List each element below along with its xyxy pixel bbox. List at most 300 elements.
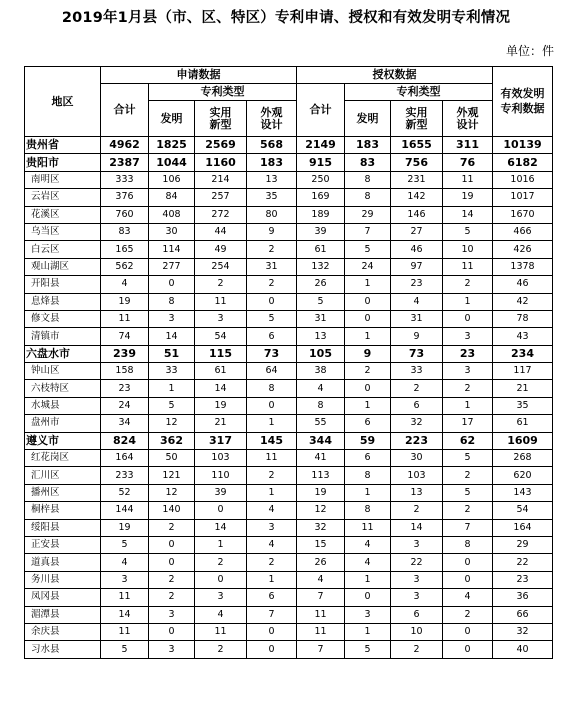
table-cell: 103 — [195, 450, 247, 467]
table-cell: 4 — [345, 536, 391, 553]
header-application: 申请数据 — [101, 67, 297, 84]
table-cell: 1 — [149, 380, 195, 397]
table-cell: 19 — [443, 189, 493, 206]
table-cell: 0 — [443, 310, 493, 327]
region-name: 绥阳县 — [25, 519, 101, 536]
table-cell: 2149 — [297, 137, 345, 154]
table-row — [25, 415, 553, 432]
table-cell: 30 — [391, 450, 443, 467]
table-cell: 362 — [149, 432, 195, 449]
table-cell: 3 — [101, 571, 149, 588]
table-cell: 4 — [345, 554, 391, 571]
table-cell: 1016 — [493, 171, 553, 188]
table-cell: 23 — [391, 276, 443, 293]
table-cell: 144 — [101, 502, 149, 519]
table-row — [25, 293, 553, 310]
table-cell: 46 — [391, 241, 443, 258]
table-cell: 39 — [195, 484, 247, 501]
table-cell: 61 — [493, 415, 553, 432]
table-cell: 8 — [247, 380, 297, 397]
table-cell: 43 — [493, 328, 553, 345]
region-name: 修文县 — [25, 310, 101, 327]
table-cell: 35 — [493, 397, 553, 414]
table-cell: 50 — [149, 450, 195, 467]
table-row — [25, 380, 553, 397]
table-cell: 1 — [443, 397, 493, 414]
table-cell: 1670 — [493, 206, 553, 223]
table-cell: 3 — [391, 589, 443, 606]
table-cell: 2 — [345, 363, 391, 380]
table-cell: 2 — [391, 380, 443, 397]
table-cell: 76 — [443, 154, 493, 171]
table-cell: 14 — [391, 519, 443, 536]
table-row — [25, 363, 553, 380]
table-row — [25, 310, 553, 327]
table-cell: 62 — [443, 432, 493, 449]
table-cell: 158 — [101, 363, 149, 380]
table-cell: 272 — [195, 206, 247, 223]
region-name: 余庆县 — [25, 623, 101, 640]
table-row — [25, 241, 553, 258]
table-row — [25, 641, 553, 658]
table-cell: 0 — [345, 293, 391, 310]
table-row — [25, 345, 553, 362]
patent-table — [24, 66, 553, 659]
table-cell: 1 — [247, 571, 297, 588]
table-row — [25, 467, 553, 484]
table-cell: 3 — [195, 589, 247, 606]
table-cell: 14 — [195, 380, 247, 397]
table-cell: 6 — [391, 397, 443, 414]
table-cell: 3 — [443, 328, 493, 345]
region-name: 清镇市 — [25, 328, 101, 345]
table-cell: 34 — [101, 415, 149, 432]
table-cell: 2 — [149, 571, 195, 588]
table-cell: 2569 — [195, 137, 247, 154]
table-cell: 7 — [247, 606, 297, 623]
table-cell: 1017 — [493, 189, 553, 206]
header-grant-utility: 实用新型 — [391, 101, 443, 137]
table-cell: 46 — [493, 276, 553, 293]
table-cell: 164 — [493, 519, 553, 536]
table-cell: 14 — [195, 519, 247, 536]
region-name: 水城县 — [25, 397, 101, 414]
table-cell: 142 — [391, 189, 443, 206]
table-cell: 3 — [149, 606, 195, 623]
table-cell: 5 — [247, 310, 297, 327]
table-cell: 13 — [297, 328, 345, 345]
table-cell: 2 — [247, 554, 297, 571]
region-name: 乌当区 — [25, 223, 101, 240]
table-cell: 2 — [195, 641, 247, 658]
region-name: 贵州省 — [25, 137, 101, 154]
table-row — [25, 171, 553, 188]
header-grant-design: 外观设计 — [443, 101, 493, 137]
table-cell: 2 — [247, 276, 297, 293]
table-cell: 105 — [297, 345, 345, 362]
table-cell: 8 — [149, 293, 195, 310]
table-cell: 824 — [101, 432, 149, 449]
table-cell: 3 — [443, 363, 493, 380]
table-cell: 27 — [391, 223, 443, 240]
table-cell: 0 — [247, 293, 297, 310]
table-cell: 1 — [345, 623, 391, 640]
table-cell: 2387 — [101, 154, 149, 171]
table-cell: 106 — [149, 171, 195, 188]
table-cell: 1160 — [195, 154, 247, 171]
table-cell: 4 — [391, 293, 443, 310]
table-cell: 12 — [149, 484, 195, 501]
table-cell: 333 — [101, 171, 149, 188]
table-cell: 1 — [345, 484, 391, 501]
table-cell: 17 — [443, 415, 493, 432]
table-cell: 31 — [297, 310, 345, 327]
table-cell: 2 — [443, 380, 493, 397]
table-row — [25, 554, 553, 571]
table-cell: 113 — [297, 467, 345, 484]
table-cell: 64 — [247, 363, 297, 380]
table-cell: 0 — [247, 641, 297, 658]
table-cell: 257 — [195, 189, 247, 206]
table-cell: 8 — [345, 467, 391, 484]
table-cell: 24 — [101, 397, 149, 414]
table-cell: 11 — [101, 623, 149, 640]
table-cell: 6182 — [493, 154, 553, 171]
table-cell: 189 — [297, 206, 345, 223]
table-cell: 22 — [391, 554, 443, 571]
table-row — [25, 536, 553, 553]
table-cell: 5 — [149, 397, 195, 414]
table-cell: 7 — [297, 641, 345, 658]
region-name: 播州区 — [25, 484, 101, 501]
table-cell: 33 — [149, 363, 195, 380]
table-cell: 2 — [195, 554, 247, 571]
table-cell: 5 — [443, 450, 493, 467]
table-cell: 11 — [345, 519, 391, 536]
table-cell: 165 — [101, 241, 149, 258]
table-cell: 78 — [493, 310, 553, 327]
table-cell: 83 — [101, 223, 149, 240]
table-cell: 11 — [443, 171, 493, 188]
table-row — [25, 397, 553, 414]
table-cell: 3 — [391, 536, 443, 553]
table-cell: 11 — [443, 258, 493, 275]
region-name: 盘州市 — [25, 415, 101, 432]
table-cell: 36 — [493, 589, 553, 606]
table-cell: 5 — [297, 293, 345, 310]
table-cell: 1 — [345, 276, 391, 293]
table-row — [25, 206, 553, 223]
header-grant-type: 专利类型 — [345, 84, 493, 101]
table-cell: 41 — [297, 450, 345, 467]
region-name: 正安县 — [25, 536, 101, 553]
table-cell: 4 — [101, 276, 149, 293]
table-cell: 14 — [101, 606, 149, 623]
table-cell: 5 — [443, 484, 493, 501]
table-cell: 26 — [297, 276, 345, 293]
table-cell: 562 — [101, 258, 149, 275]
table-cell: 760 — [101, 206, 149, 223]
table-cell: 6 — [345, 450, 391, 467]
page-title: 2019年1月县（市、区、特区）专利申请、授权和有效发明专利情况 — [61, 10, 511, 26]
table-cell: 8 — [345, 171, 391, 188]
table-row — [25, 589, 553, 606]
table-cell: 73 — [391, 345, 443, 362]
table-cell: 22 — [493, 554, 553, 571]
table-cell: 13 — [247, 171, 297, 188]
header-app-utility: 实用新型 — [195, 101, 247, 137]
table-row — [25, 606, 553, 623]
table-cell: 52 — [101, 484, 149, 501]
table-cell: 19 — [101, 293, 149, 310]
table-cell: 38 — [297, 363, 345, 380]
table-row — [25, 432, 553, 449]
table-row — [25, 154, 553, 171]
region-name: 桐梓县 — [25, 502, 101, 519]
table-cell: 169 — [297, 189, 345, 206]
table-cell: 2 — [443, 606, 493, 623]
table-cell: 14 — [149, 328, 195, 345]
table-cell: 6 — [247, 589, 297, 606]
region-name: 花溪区 — [25, 206, 101, 223]
table-cell: 214 — [195, 171, 247, 188]
table-cell: 0 — [345, 380, 391, 397]
header-app-total: 合计 — [101, 84, 149, 137]
table-cell: 10139 — [493, 137, 553, 154]
header-region: 地区 — [25, 67, 101, 137]
table-cell: 1 — [195, 536, 247, 553]
table-cell: 0 — [149, 536, 195, 553]
table-cell: 1 — [247, 484, 297, 501]
table-cell: 2 — [149, 589, 195, 606]
table-cell: 0 — [443, 554, 493, 571]
table-row — [25, 450, 553, 467]
table-cell: 31 — [391, 310, 443, 327]
table-cell: 4962 — [101, 137, 149, 154]
table-row — [25, 223, 553, 240]
table-cell: 1609 — [493, 432, 553, 449]
table-cell: 3 — [195, 310, 247, 327]
table-cell: 0 — [443, 641, 493, 658]
table-cell: 1 — [345, 571, 391, 588]
table-cell: 2 — [149, 519, 195, 536]
table-cell: 8 — [297, 397, 345, 414]
table-cell: 233 — [101, 467, 149, 484]
table-cell: 1 — [345, 397, 391, 414]
table-cell: 39 — [297, 223, 345, 240]
table-cell: 73 — [247, 345, 297, 362]
table-cell: 6 — [345, 415, 391, 432]
table-cell: 132 — [297, 258, 345, 275]
region-name: 南明区 — [25, 171, 101, 188]
table-cell: 23 — [101, 380, 149, 397]
table-cell: 11 — [101, 589, 149, 606]
table-cell: 115 — [195, 345, 247, 362]
table-cell: 7 — [345, 223, 391, 240]
table-row — [25, 484, 553, 501]
header-valid: 有效发明专利数据 — [493, 67, 553, 137]
table-cell: 21 — [493, 380, 553, 397]
table-cell: 568 — [247, 137, 297, 154]
region-name: 道真县 — [25, 554, 101, 571]
table-cell: 29 — [493, 536, 553, 553]
table-cell: 11 — [195, 623, 247, 640]
table-cell: 110 — [195, 467, 247, 484]
table-row — [25, 519, 553, 536]
table-cell: 5 — [345, 241, 391, 258]
table-cell: 42 — [493, 293, 553, 310]
table-cell: 1825 — [149, 137, 195, 154]
table-cell: 24 — [345, 258, 391, 275]
table-cell: 4 — [247, 502, 297, 519]
table-cell: 376 — [101, 189, 149, 206]
table-row — [25, 328, 553, 345]
table-cell: 164 — [101, 450, 149, 467]
table-cell: 32 — [297, 519, 345, 536]
table-cell: 5 — [101, 536, 149, 553]
table-cell: 143 — [493, 484, 553, 501]
table-cell: 35 — [247, 189, 297, 206]
table-cell: 54 — [195, 328, 247, 345]
region-name: 湄潭县 — [25, 606, 101, 623]
table-cell: 4 — [297, 380, 345, 397]
table-cell: 408 — [149, 206, 195, 223]
table-cell: 19 — [297, 484, 345, 501]
table-cell: 311 — [443, 137, 493, 154]
table-cell: 1044 — [149, 154, 195, 171]
region-name: 务川县 — [25, 571, 101, 588]
table-cell: 19 — [195, 397, 247, 414]
table-cell: 231 — [391, 171, 443, 188]
table-cell: 0 — [195, 502, 247, 519]
region-name: 贵阳市 — [25, 154, 101, 171]
table-row — [25, 189, 553, 206]
table-cell: 234 — [493, 345, 553, 362]
table-cell: 277 — [149, 258, 195, 275]
table-cell: 32 — [493, 623, 553, 640]
table-cell: 254 — [195, 258, 247, 275]
region-name: 开阳县 — [25, 276, 101, 293]
table-cell: 1378 — [493, 258, 553, 275]
table-cell: 0 — [149, 623, 195, 640]
table-cell: 40 — [493, 641, 553, 658]
table-cell: 3 — [247, 519, 297, 536]
table-cell: 4 — [297, 571, 345, 588]
table-cell: 66 — [493, 606, 553, 623]
table-cell: 5 — [345, 641, 391, 658]
region-name: 红花岗区 — [25, 450, 101, 467]
table-cell: 9 — [345, 345, 391, 362]
table-cell: 239 — [101, 345, 149, 362]
table-cell: 4 — [247, 536, 297, 553]
table-cell: 1655 — [391, 137, 443, 154]
table-cell: 7 — [297, 589, 345, 606]
table-body — [25, 137, 553, 659]
table-cell: 11 — [247, 450, 297, 467]
table-cell: 0 — [247, 397, 297, 414]
table-cell: 103 — [391, 467, 443, 484]
table-cell: 1 — [443, 293, 493, 310]
table-cell: 114 — [149, 241, 195, 258]
table-cell: 14 — [443, 206, 493, 223]
region-name: 汇川区 — [25, 467, 101, 484]
table-cell: 4 — [195, 606, 247, 623]
table-cell: 5 — [101, 641, 149, 658]
table-cell: 6 — [247, 328, 297, 345]
table-row — [25, 623, 553, 640]
table-cell: 0 — [195, 571, 247, 588]
table-cell: 2 — [443, 502, 493, 519]
table-cell: 5 — [443, 223, 493, 240]
table-cell: 11 — [195, 293, 247, 310]
table-cell: 6 — [391, 606, 443, 623]
table-cell: 3 — [149, 641, 195, 658]
table-cell: 140 — [149, 502, 195, 519]
header-grant-invention: 发明 — [345, 101, 391, 137]
table-cell: 620 — [493, 467, 553, 484]
table-cell: 1 — [247, 415, 297, 432]
table-cell: 21 — [195, 415, 247, 432]
table-row — [25, 276, 553, 293]
table-cell: 23 — [493, 571, 553, 588]
table-cell: 121 — [149, 467, 195, 484]
table-cell: 2 — [247, 241, 297, 258]
region-name: 六盘水市 — [25, 345, 101, 362]
table-cell: 0 — [149, 554, 195, 571]
table-cell: 29 — [345, 206, 391, 223]
table-row — [25, 502, 553, 519]
region-name: 白云区 — [25, 241, 101, 258]
table-cell: 9 — [247, 223, 297, 240]
table-cell: 3 — [391, 571, 443, 588]
table-cell: 31 — [247, 258, 297, 275]
table-cell: 2 — [443, 467, 493, 484]
region-name: 云岩区 — [25, 189, 101, 206]
table-cell: 250 — [297, 171, 345, 188]
table-cell: 466 — [493, 223, 553, 240]
table-cell: 0 — [345, 589, 391, 606]
region-name: 息烽县 — [25, 293, 101, 310]
table-cell: 8 — [443, 536, 493, 553]
table-cell: 2 — [247, 467, 297, 484]
table-cell: 15 — [297, 536, 345, 553]
table-cell: 2 — [443, 276, 493, 293]
region-name: 钟山区 — [25, 363, 101, 380]
table-cell: 83 — [345, 154, 391, 171]
table-row — [25, 137, 553, 154]
region-name: 观山湖区 — [25, 258, 101, 275]
table-cell: 9 — [391, 328, 443, 345]
table-cell: 756 — [391, 154, 443, 171]
table-row — [25, 258, 553, 275]
table-cell: 49 — [195, 241, 247, 258]
table-cell: 426 — [493, 241, 553, 258]
header-app-type: 专利类型 — [149, 84, 297, 101]
table-cell: 0 — [443, 571, 493, 588]
header-app-design: 外观设计 — [247, 101, 297, 137]
table-cell: 10 — [391, 623, 443, 640]
table-cell: 33 — [391, 363, 443, 380]
table-cell: 0 — [345, 310, 391, 327]
table-cell: 11 — [101, 310, 149, 327]
table-cell: 13 — [391, 484, 443, 501]
table-cell: 55 — [297, 415, 345, 432]
table-cell: 61 — [195, 363, 247, 380]
table-row — [25, 571, 553, 588]
table-cell: 0 — [149, 276, 195, 293]
table-cell: 7 — [443, 519, 493, 536]
table-cell: 183 — [345, 137, 391, 154]
